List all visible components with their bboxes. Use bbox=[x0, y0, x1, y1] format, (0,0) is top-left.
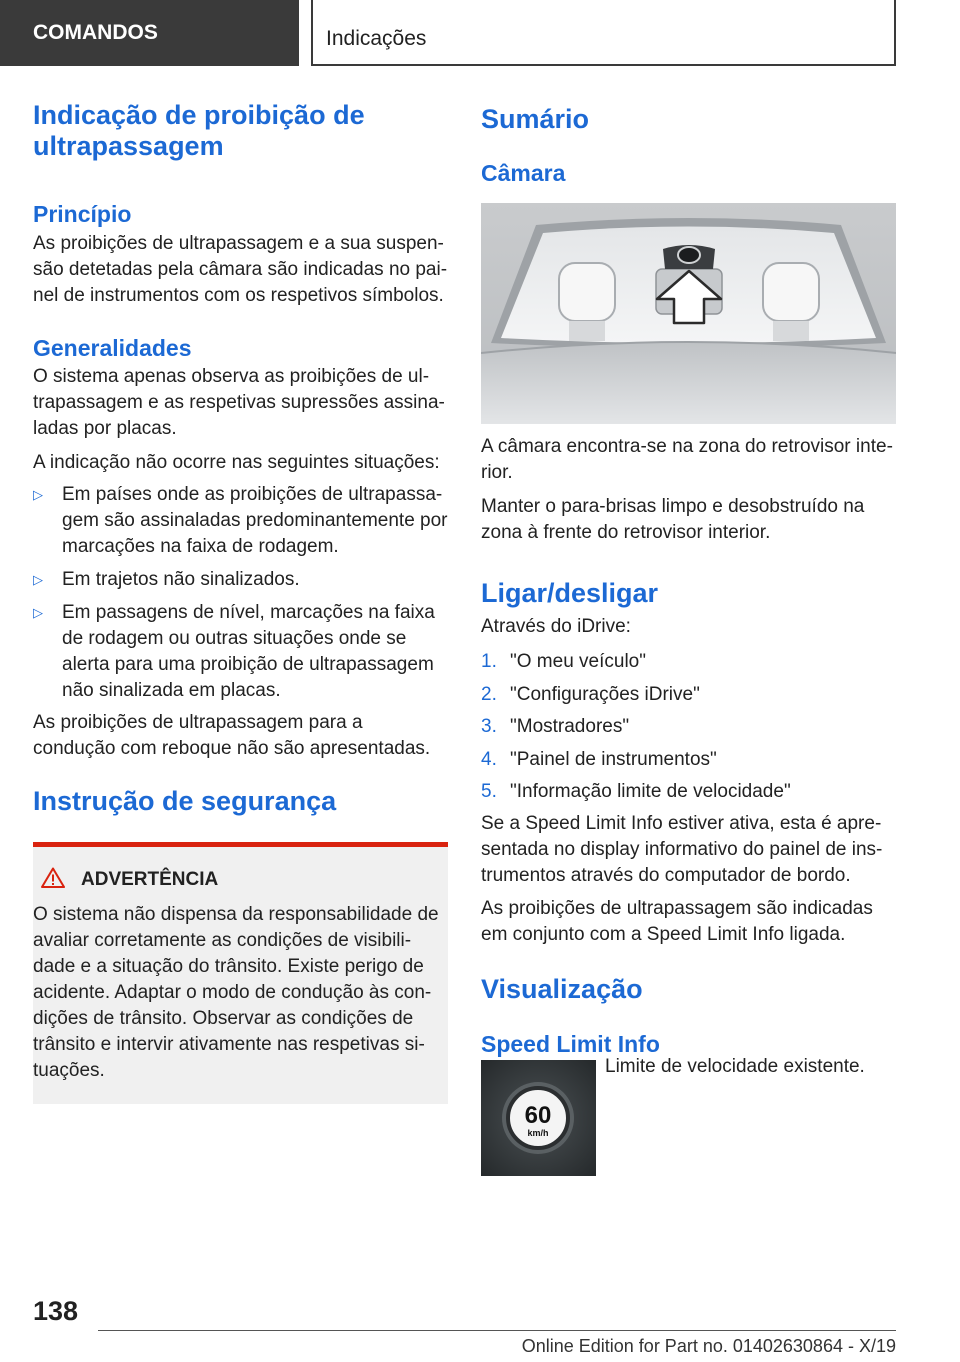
triangle-bullet-icon: ▷ bbox=[33, 605, 43, 620]
onoff-intro: Através do iDrive: bbox=[481, 616, 631, 637]
idrive-steps-list bbox=[481, 649, 896, 805]
list-item-text: Em passagens de nível, marcações na faixa de rodagem ou outras situações onde se alerta para uma proibição de ultrapassagem não sinalizada em placas. bbox=[62, 602, 435, 701]
list-item bbox=[33, 600, 448, 704]
list-item bbox=[481, 747, 896, 773]
triangle-bullet-icon: ▷ bbox=[33, 572, 43, 587]
onoff-text-2: As proibições de ultrapassagem são indicadas em conjunto com a Speed Limit Info ligada. bbox=[481, 898, 873, 945]
safety-heading: Instrução de segurança bbox=[33, 786, 337, 816]
speed-limit-heading: Speed Limit Info bbox=[481, 1031, 660, 1057]
warning-text: O sistema não dispensa da responsabilidade de avaliar corretamente as condições de visibilidade e a situação do trânsito. Existe perigo de acidente. Adaptar o modo de condução às condições de trânsito. Observar as condições de trânsito e intervir ativamente nas respetivas situações. bbox=[33, 904, 439, 1081]
speed-sign-value: 60 bbox=[524, 1102, 552, 1129]
step-text: "Informação limite de velocidade" bbox=[510, 781, 791, 802]
speed-sign-unit: km/h bbox=[527, 1128, 549, 1138]
step-number: 1. bbox=[481, 651, 497, 672]
step-number: 3. bbox=[481, 716, 497, 737]
display-heading: Visualização bbox=[481, 974, 643, 1004]
list-item-text: Em países onde as proibições de ultrapassagem são assinaladas predominantemente por marcações na faixa de rodagem. bbox=[62, 484, 448, 557]
warning-box bbox=[33, 842, 448, 1104]
principle-heading: Princípio bbox=[33, 201, 132, 227]
list-item-text: Em trajetos não sinalizados. bbox=[62, 569, 300, 590]
list-item bbox=[481, 779, 896, 805]
list-item bbox=[33, 567, 448, 593]
onoff-text-1: Se a Speed Limit Info estiver ativa, esta é apresentada no display informativo do painel de instrumentos através do computador de bordo. bbox=[481, 813, 883, 886]
warning-triangle-icon bbox=[41, 867, 65, 896]
list-item bbox=[481, 714, 896, 740]
onoff-heading: Ligar/desligar bbox=[481, 578, 659, 608]
step-text: "Configurações iDrive" bbox=[510, 683, 700, 705]
general-heading: Generalidades bbox=[33, 335, 192, 361]
list-item bbox=[481, 649, 896, 675]
speed-limit-text: Limite de velocidade existente. bbox=[605, 1056, 865, 1077]
principle-text: As proibições de ultrapassagem e a sua suspensão detetadas pela câmara são indicadas no painel de instrumentos com os respetivos símbolos. bbox=[33, 233, 448, 306]
footer-edition: Online Edition for Part no. 01402630864 - X/19 bbox=[521, 1336, 896, 1356]
page-number: 138 bbox=[33, 1296, 79, 1326]
step-text: "Painel de instrumentos" bbox=[510, 748, 717, 770]
camera-text-1: A câmara encontra-se na zona do retrovisor interior. bbox=[481, 436, 893, 483]
step-number: 2. bbox=[481, 683, 497, 705]
general-text-2: A indicação não ocorre nas seguintes situações: bbox=[33, 452, 440, 473]
section-tab: COMANDOS bbox=[0, 0, 299, 66]
general-text-1: O sistema apenas observa as proibições de ultrapassagem e as respetivas supressões assinaladas por placas. bbox=[33, 366, 445, 439]
list-item bbox=[33, 482, 448, 560]
camera-text-2: Manter o para-brisas limpo e desobstruído na zona à frente do retrovisor interior. bbox=[481, 496, 865, 543]
step-number: 5. bbox=[481, 781, 497, 802]
page-header bbox=[0, 0, 960, 66]
triangle-bullet-icon: ▷ bbox=[33, 487, 43, 502]
warning-title bbox=[33, 867, 442, 896]
situations-list bbox=[33, 482, 448, 704]
camera-position-image bbox=[481, 203, 896, 424]
chapter-tab: Indicações bbox=[311, 0, 896, 66]
section-title: Indicação de proibição de ultrapassagem bbox=[33, 100, 365, 161]
step-text: "Mostradores" bbox=[510, 716, 630, 737]
summary-heading: Sumário bbox=[481, 104, 590, 134]
speed-limit-figure bbox=[481, 1056, 896, 1176]
footer-divider bbox=[98, 1330, 896, 1331]
list-item bbox=[481, 682, 896, 708]
camera-heading: Câmara bbox=[481, 160, 566, 186]
step-text: "O meu veículo" bbox=[510, 651, 646, 672]
general-text-3: As proibições de ultrapassagem para a condução com reboque não são apresentadas. bbox=[33, 712, 431, 759]
warning-title-text: ADVERTÊNCIA bbox=[81, 869, 219, 890]
camera-figure bbox=[481, 203, 896, 424]
left-column bbox=[33, 100, 448, 1104]
speed-limit-sign-image bbox=[481, 1060, 596, 1176]
step-number: 4. bbox=[481, 748, 497, 770]
right-column bbox=[481, 100, 896, 1176]
